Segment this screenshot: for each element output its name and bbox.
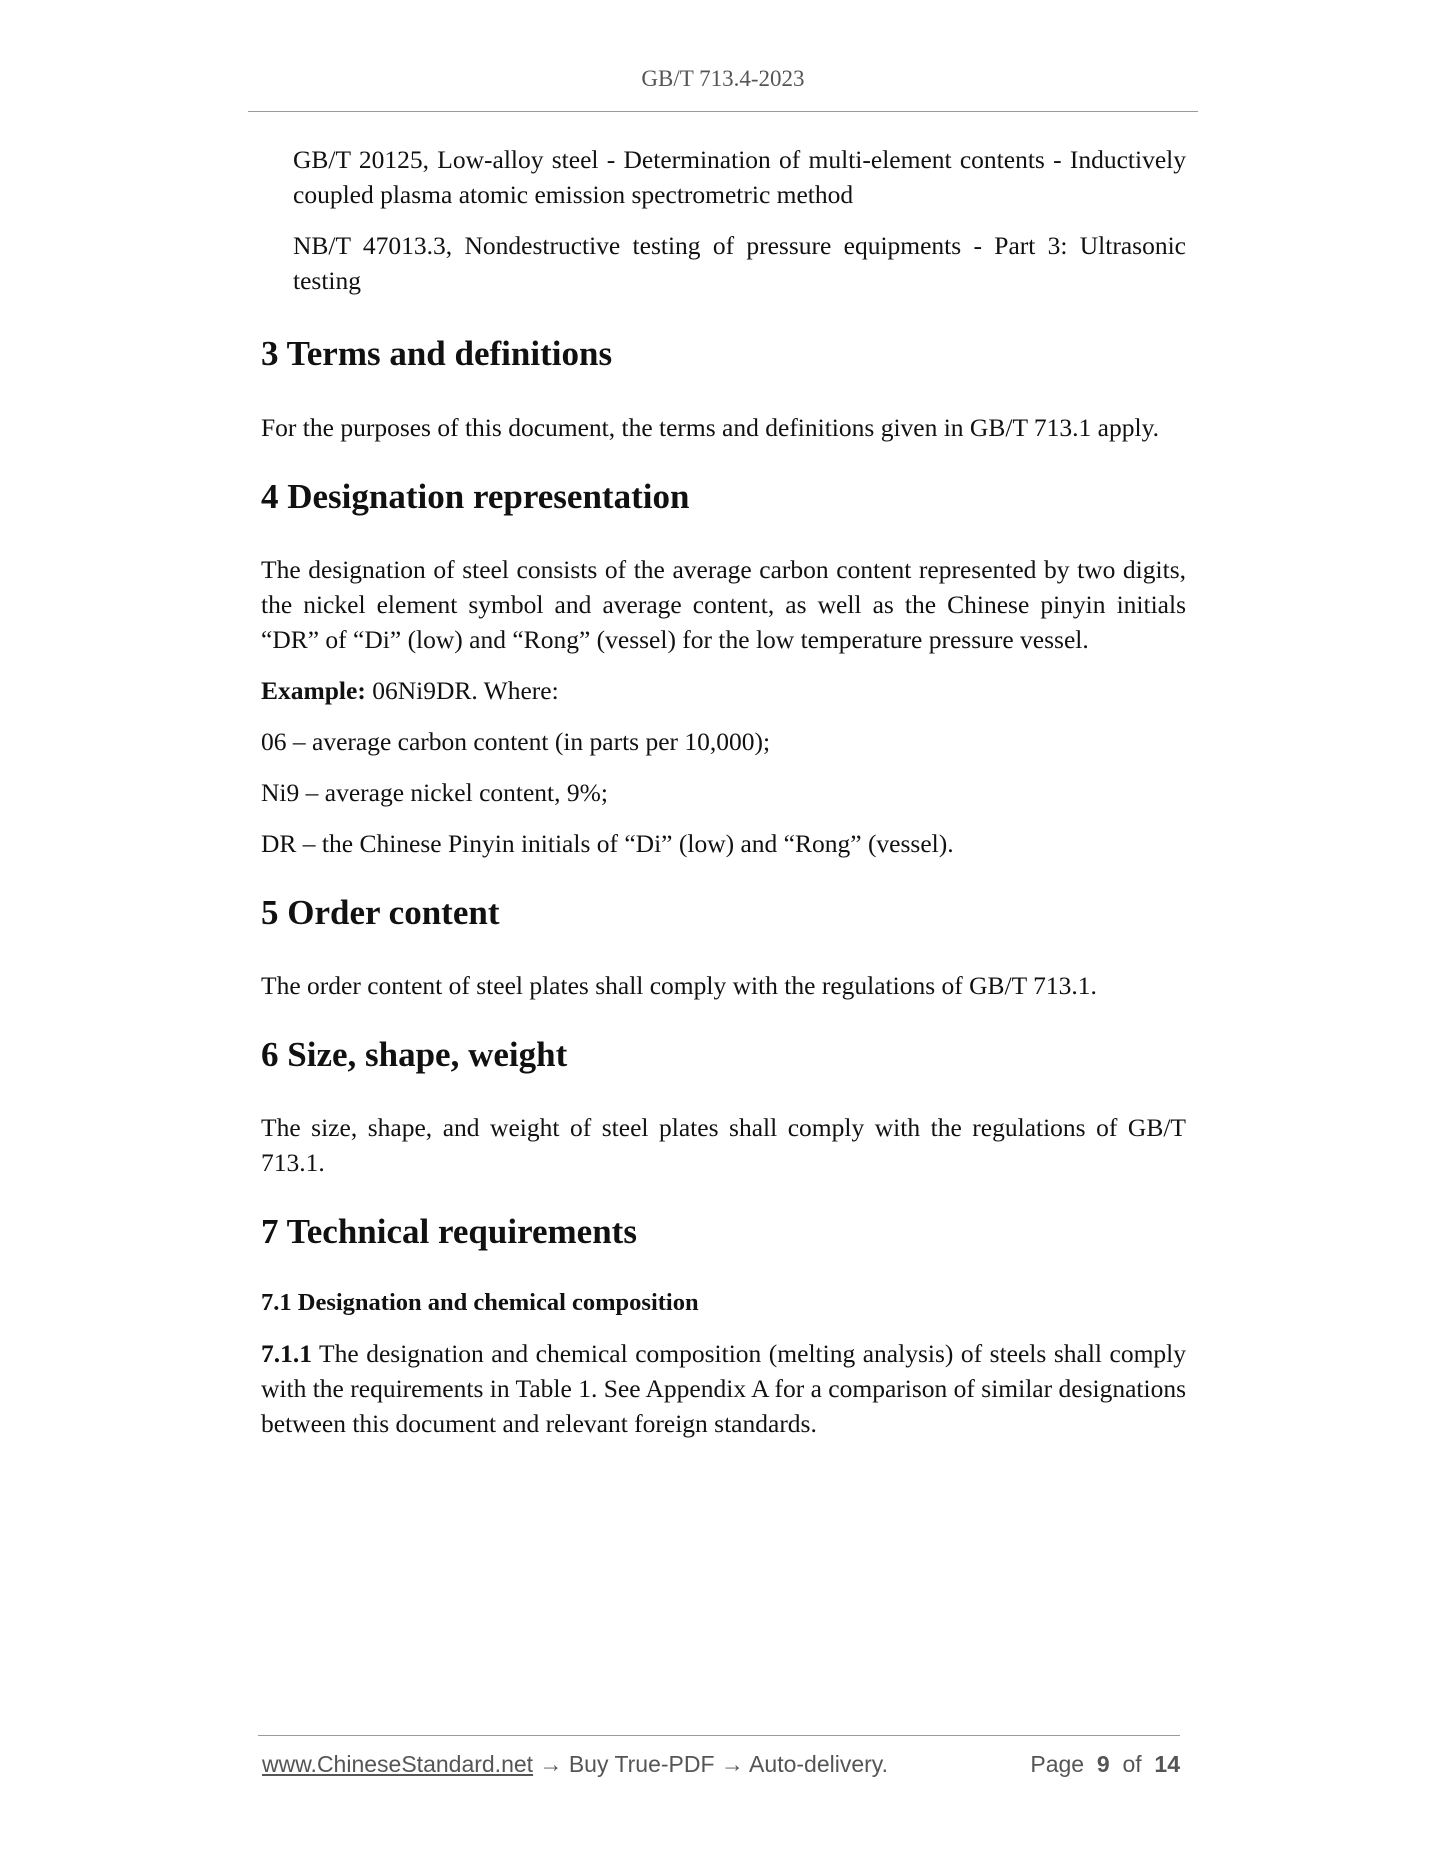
clause-text: The designation and chemical composition (melting analysis) of steels shall comply with the requirements in Table 1. See Appendix A for a comparison of similar designations between this document and relevant foreign standards.	[261, 1339, 1186, 1438]
footer-divider	[258, 1735, 1180, 1736]
designation-item-carbon: 06 – average carbon content (in parts per 10,000);	[261, 727, 771, 756]
header-divider	[248, 111, 1198, 112]
of-label: of	[1122, 1751, 1142, 1777]
clause-7-1-1	[261, 1336, 1186, 1441]
example-line	[261, 673, 1186, 708]
section-4-text: The designation of steel consists of the average carbon content represented by two digits, the nickel element symbol and average content, as well as the Chinese pinyin initials “DR” of “Di” (low) and “Rong” (vessel) for the low temperature pressure vessel.	[261, 555, 1186, 654]
section-5-text: The order content of steel plates shall comply with the regulations of GB/T 713.1.	[261, 971, 1097, 1000]
page-footer	[262, 1751, 1180, 1783]
section-heading-3: 3 Terms and definitions	[261, 334, 613, 373]
page-content	[261, 142, 1186, 1441]
current-page-number: 9	[1096, 1751, 1110, 1777]
subsection-heading-7-1: 7.1 Designation and chemical composition	[261, 1289, 699, 1316]
example-label: Example:	[261, 676, 366, 705]
reference-gbt-20125: GB/T 20125, Low-alloy steel - Determination of multi-element contents - Inductively coupled plasma atomic emission spectrometric method	[293, 145, 1186, 209]
section-heading-6: 6 Size, shape, weight	[261, 1035, 568, 1074]
section-3-text: For the purposes of this document, the terms and definitions given in GB/T 713.1 apply.	[261, 413, 1160, 442]
footer-promo	[262, 1751, 888, 1778]
footer-tagline: → Buy True-PDF → Auto-delivery.	[533, 1751, 888, 1777]
page-header: GB/T 713.4-2023	[641, 66, 805, 91]
total-pages: 14	[1154, 1751, 1180, 1777]
website-link[interactable]: www.ChineseStandard.net	[262, 1751, 534, 1777]
designation-item-nickel: Ni9 – average nickel content, 9%;	[261, 778, 608, 807]
page-indicator	[1030, 1751, 1180, 1778]
section-heading-7: 7 Technical requirements	[261, 1212, 637, 1251]
section-heading-4: 4 Designation representation	[261, 477, 690, 516]
clause-number: 7.1.1	[261, 1339, 312, 1368]
section-6-text: The size, shape, and weight of steel plates shall comply with the regulations of GB/T 713.1.	[261, 1113, 1186, 1177]
reference-nbt-47013: NB/T 47013.3, Nondestructive testing of pressure equipments - Part 3: Ultrasonic testing	[293, 231, 1186, 295]
page-label: Page	[1030, 1751, 1085, 1777]
section-heading-5: 5 Order content	[261, 893, 500, 932]
designation-item-dr: DR – the Chinese Pinyin initials of “Di” (low) and “Rong” (vessel).	[261, 829, 954, 858]
example-text: 06Ni9DR. Where:	[365, 676, 559, 705]
